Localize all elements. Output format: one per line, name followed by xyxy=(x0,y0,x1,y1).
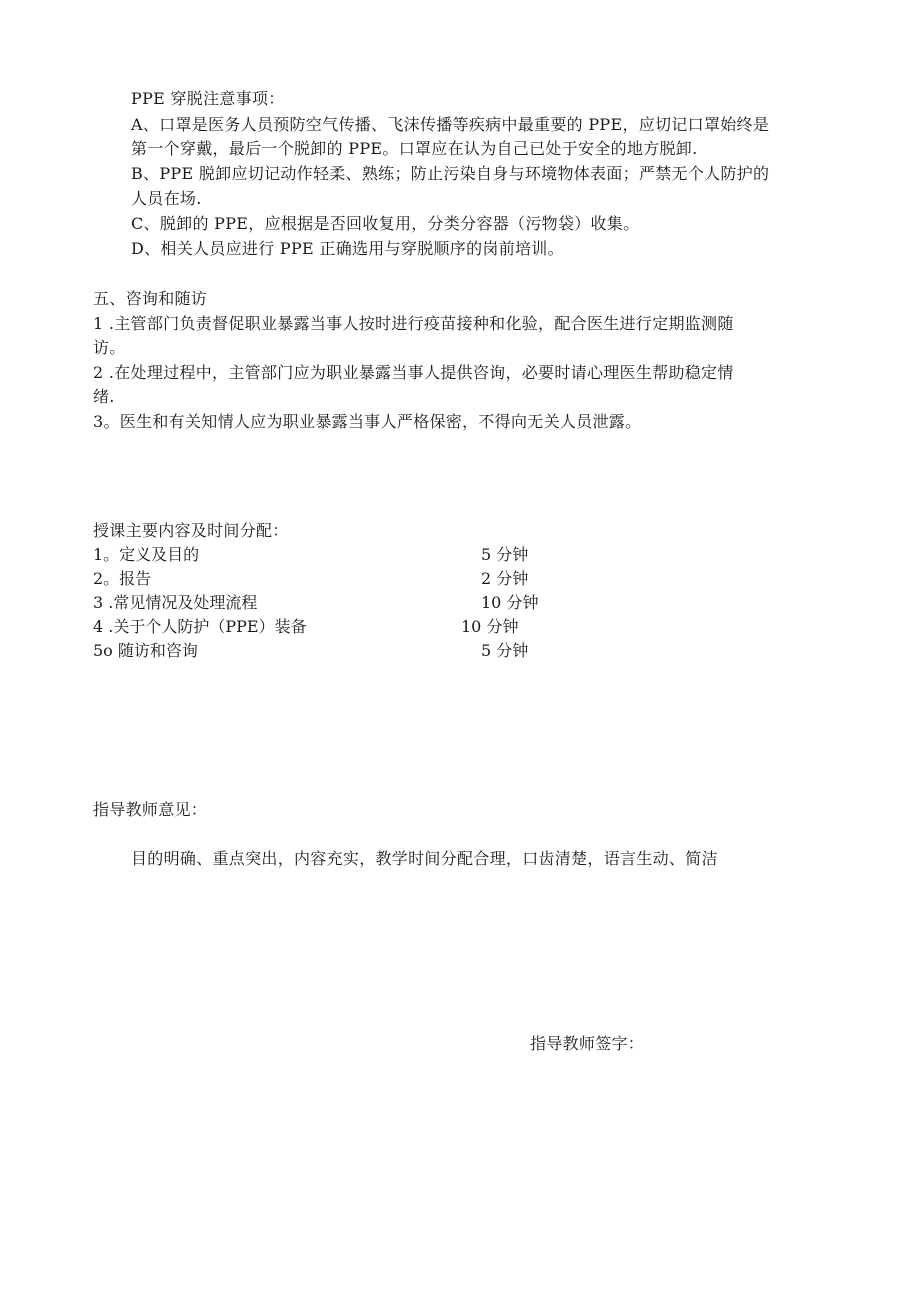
ppe-note-line: A、口罩是医务人员预防空气传播、飞沫传播等疾病中最重要的 PPE，应切记口罩始终是 xyxy=(131,115,770,134)
allocation-time: 5 分钟 xyxy=(481,641,529,660)
ppe-note-line: B、PPE 脱卸应切记动作轻柔、熟练；防止污染自身与环境物体表面；严禁无个人防护的 xyxy=(131,164,770,183)
allocation-heading: 授课主要内容及时间分配： xyxy=(93,521,289,540)
ppe-note-line: D、相关人员应进行 PPE 正确选用与穿脱顺序的岗前培训。 xyxy=(131,239,564,258)
allocation-item: 4 .关于个人防护（PPE）装备 xyxy=(93,617,307,636)
section-line: 3。医生和有关知情人应为职业暴露当事人严格保密，不得向无关人员泄露。 xyxy=(93,412,642,431)
allocation-time: 5 分钟 xyxy=(481,545,529,564)
section-line: 访。 xyxy=(93,338,126,357)
opinion-text: 目的明确、重点突出，内容充实，教学时间分配合理，口齿清楚，语言生动、简洁 xyxy=(131,849,718,868)
opinion-heading: 指导教师意见： xyxy=(93,800,208,819)
signature-label: 指导教师签字： xyxy=(530,1034,645,1053)
ppe-note-line: 第一个穿戴，最后一个脱卸的 PPE。口罩应在认为自己已处于安全的地方脱卸. xyxy=(131,139,698,158)
allocation-item: 3 .常见情况及处理流程 xyxy=(93,593,258,612)
section-line: 2 .在处理过程中，主管部门应为职业暴露当事人提供咨询，必要时请心理医生帮助稳定情 xyxy=(93,363,734,382)
ppe-note-line: 人员在场. xyxy=(131,189,202,208)
section-line: 1 .主管部门负责督促职业暴露当事人按时进行疫苗接种和化验，配合医生进行定期监测随 xyxy=(93,314,734,333)
ppe-notes-title: PPE 穿脱注意事项： xyxy=(131,89,285,108)
allocation-item: 1。定义及目的 xyxy=(93,545,200,564)
allocation-time: 2 分钟 xyxy=(481,569,529,588)
section-heading: 五、咨询和随访 xyxy=(93,289,208,308)
allocation-item: 2。报告 xyxy=(93,569,152,588)
section-line: 绪. xyxy=(93,387,115,406)
allocation-time: 10 分钟 xyxy=(461,617,519,636)
ppe-note-line: C、脱卸的 PPE，应根据是否回收复用，分类分容器（污物袋）收集。 xyxy=(131,214,640,233)
allocation-item: 5o 随访和咨询 xyxy=(93,641,198,660)
allocation-time: 10 分钟 xyxy=(481,593,539,612)
